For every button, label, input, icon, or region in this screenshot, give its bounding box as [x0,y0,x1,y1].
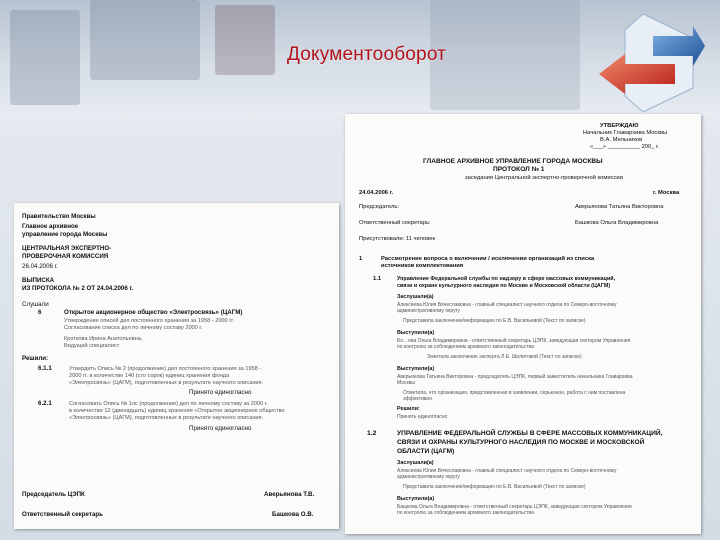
item-1-2-text-3: ОБЛАСТИ (ЦАГМ) [397,448,455,455]
protocol-meeting: заседания Центральной экспертно-проверочной комиссии [465,175,623,181]
approve-title: УТВЕРЖДАЮ [600,123,639,129]
heard-text-2: Согласование списка дел по личному составу 2000 г. [64,325,203,331]
spoke-1-text-2: по контролю за соблюдением архивного законодательства [397,344,534,350]
spoke-1-text-1: Бо…ова Ольга Владимировна - ответственный секретарь ЦЭПК, заведующая сектором Управления [397,338,631,344]
extract-document [14,203,339,529]
decision-1-text-1: Утвердить Опись № 2 (продолжение) дел постоянного хранения за 1958 - [69,366,262,372]
decision-1-status: Принято единогласно [189,389,252,396]
spoke-3-text-1: Бащкова Ольга Владимировна - ответственный секретарь ЦЭПК, заведующая сектором Управления [397,504,632,510]
gov-header-line3: управление города Москвы [22,231,108,238]
secretary-label: Ответственный секретарь: [359,220,431,226]
decision-2-text-2: в количестве 12 (двенадцать) единиц хранения «Открытое акционерное общество [69,408,285,414]
spoke-2-label: Выступили(а) [397,366,435,372]
heard-1-note: Представила заключение/информацию по Е.В. Васильевой (Текст по записке) [403,318,586,324]
decision-2-text-3: «Электросвязь» (ЦАГМ), подготовленных в результате научного описания. [69,415,264,421]
spoke-2-text-1: Аверьянова Татьяна Викторовна - председатель ЦЭПК, первый заместитель начальника Главархива [397,374,633,380]
item-1-1-text-1: Управление Федеральной службы по надзору в сфере массовых коммуникаций, [397,276,616,282]
chair-label: Председатель: [359,204,399,210]
heard-2-text-1: Алексеева Юлия Вячеславовна - главный специалист научного отдела по Северо-восточному [397,468,617,474]
background-photo-document [10,10,80,105]
secretary-label: Ответственный секретарь [22,511,103,518]
commission-line2: ПРОВЕРОЧНАЯ КОМИССИЯ [22,253,109,260]
arrows-logo-icon [585,8,705,118]
heard-2-note: Представила заключение/информацию по Е.В. Васильевой (Текст по записке) [403,484,586,490]
heard-text-1: Утверждение описей дел постоянного хранения за 1958 - 2000 гг. [64,318,235,324]
approve-name: В.А. Мельников [600,137,643,143]
heard-2-label: Заслушали(а) [397,460,434,466]
spoke-2-text-2: Москвы [397,380,415,386]
protocol-city: г. Москва [653,190,680,196]
spoke-3-text-2: по контролю за соблюдением архивного законодательства [397,510,534,516]
decision-2-text-1: Согласовать Опись № 1лс (продолжение) дел по личному составу за 2000 г. [69,401,268,407]
item-1-2-text-1: УПРАВЛЕНИЕ ФЕДЕРАЛЬНОЙ СЛУЖБЫ В СФЕРЕ МАССОВЫХ КОММУНИКАЦИЙ, [397,430,663,437]
decided-label: Решили: [22,355,49,362]
decided-1-label: Решили: [397,406,420,412]
decision-1-num: 6.1.1 [38,365,52,372]
secretary-name: Башкова Ольга Владимировна [575,220,659,226]
spoke-1-note: Зачитала заключение эксперта Л.Е. Шолитовой (Текст по записке) [427,354,582,360]
background-photo-building [430,0,580,110]
decision-1-text-3: «Электросвязь» (ЦАГМ), подготовленных в результате научного описания. [69,380,264,386]
protocol-org-title: ГЛАВНОЕ АРХИВНОЕ УПРАВЛЕНИЕ ГОРОДА МОСКВЫ [423,158,603,165]
decision-2-num: 6.2.1 [38,400,52,407]
spoke-3-label: Выступили(а) [397,496,435,502]
item-1-1-text-2: связи и охране культурного наследия по Москве и Московской области (ЦАГМ) [397,283,611,289]
heard-org: Открытое акционерное общество «Электросвязь» (ЦАГМ) [64,309,243,316]
background-photo-passport [215,5,275,75]
gov-header-line1: Правительство Москвы [22,213,96,220]
speaker-role: Ведущий специалист [64,343,120,349]
heard-num: 6 [38,309,42,316]
item-1-text-2: источников комплектования [381,263,464,269]
chair-name: Аверьянова Т.В. [264,491,315,498]
background-photo-folder [90,0,200,80]
decision-2-status: Принято единогласно [189,425,252,432]
chair-label: Председатель ЦЭПК [22,491,85,498]
commission-line1: ЦЕНТРАЛЬНАЯ ЭКСПЕРТНО- [22,245,112,252]
approve-date: «___» __________ 200_ г. [590,144,660,150]
protocol-document [345,114,701,534]
heard-1-label: Заслушали(а) [397,294,434,300]
gov-header-line2: Главное архивное [22,223,79,230]
spoke-2-note-1: Отметила, что организация, представленная в заявлении, серьезное, работа с ним поставлена [403,390,626,396]
present-count: Присутствовали: 11 человек [359,236,436,242]
secretary-name: Башкова О.В. [272,511,314,518]
protocol-date: 24.04.2006 г. [359,190,394,196]
item-1-2-text-2: СВЯЗИ И ОХРАНЫ КУЛЬТУРНОГО НАСЛЕДИЯ ПО МОСКВЕ И МОСКОВСКОЙ [397,439,645,446]
extract-subtitle: ИЗ ПРОТОКОЛА № 2 ОТ 24.04.2006 г. [22,285,134,292]
decision-1-text-2: 2000 гг. в количестве 140 (сто сорок) единиц хранения фонда [69,373,230,379]
spoke-2-note-2: эффективно [403,396,433,402]
protocol-number: ПРОТОКОЛ № 1 [493,166,545,173]
decided-1-text: Принять единогласно [397,414,448,420]
item-1-num: 1 [359,256,363,262]
heard-label: Слушали [22,301,49,308]
heard-2-text-2: административному округу [397,474,460,480]
heard-1-text-2: административному округу [397,308,460,314]
approve-role: Начальник Главархива Москвы [583,130,668,136]
extract-title: ВЫПИСКА [22,277,55,284]
item-1-2-num: 1.2 [367,430,377,437]
chair-name: Аверьянова Татьяна Викторовна [575,204,664,210]
slide-title: Документооборот [287,44,447,65]
extract-date: 26.04.2006 г. [22,263,58,270]
spoke-1-label: Выступили(а) [397,330,435,336]
heard-1-text-1: Алексеева Юлия Вячеславовна - главный специалист научного отдела по Северо-восточному [397,302,617,308]
item-1-1-num: 1.1 [373,276,382,282]
item-1-text-1: Рассмотрение вопроса о включении / исключении организаций из списка [381,256,595,262]
speaker-name: Кроткова Ирина Анатольевна, [64,336,143,342]
